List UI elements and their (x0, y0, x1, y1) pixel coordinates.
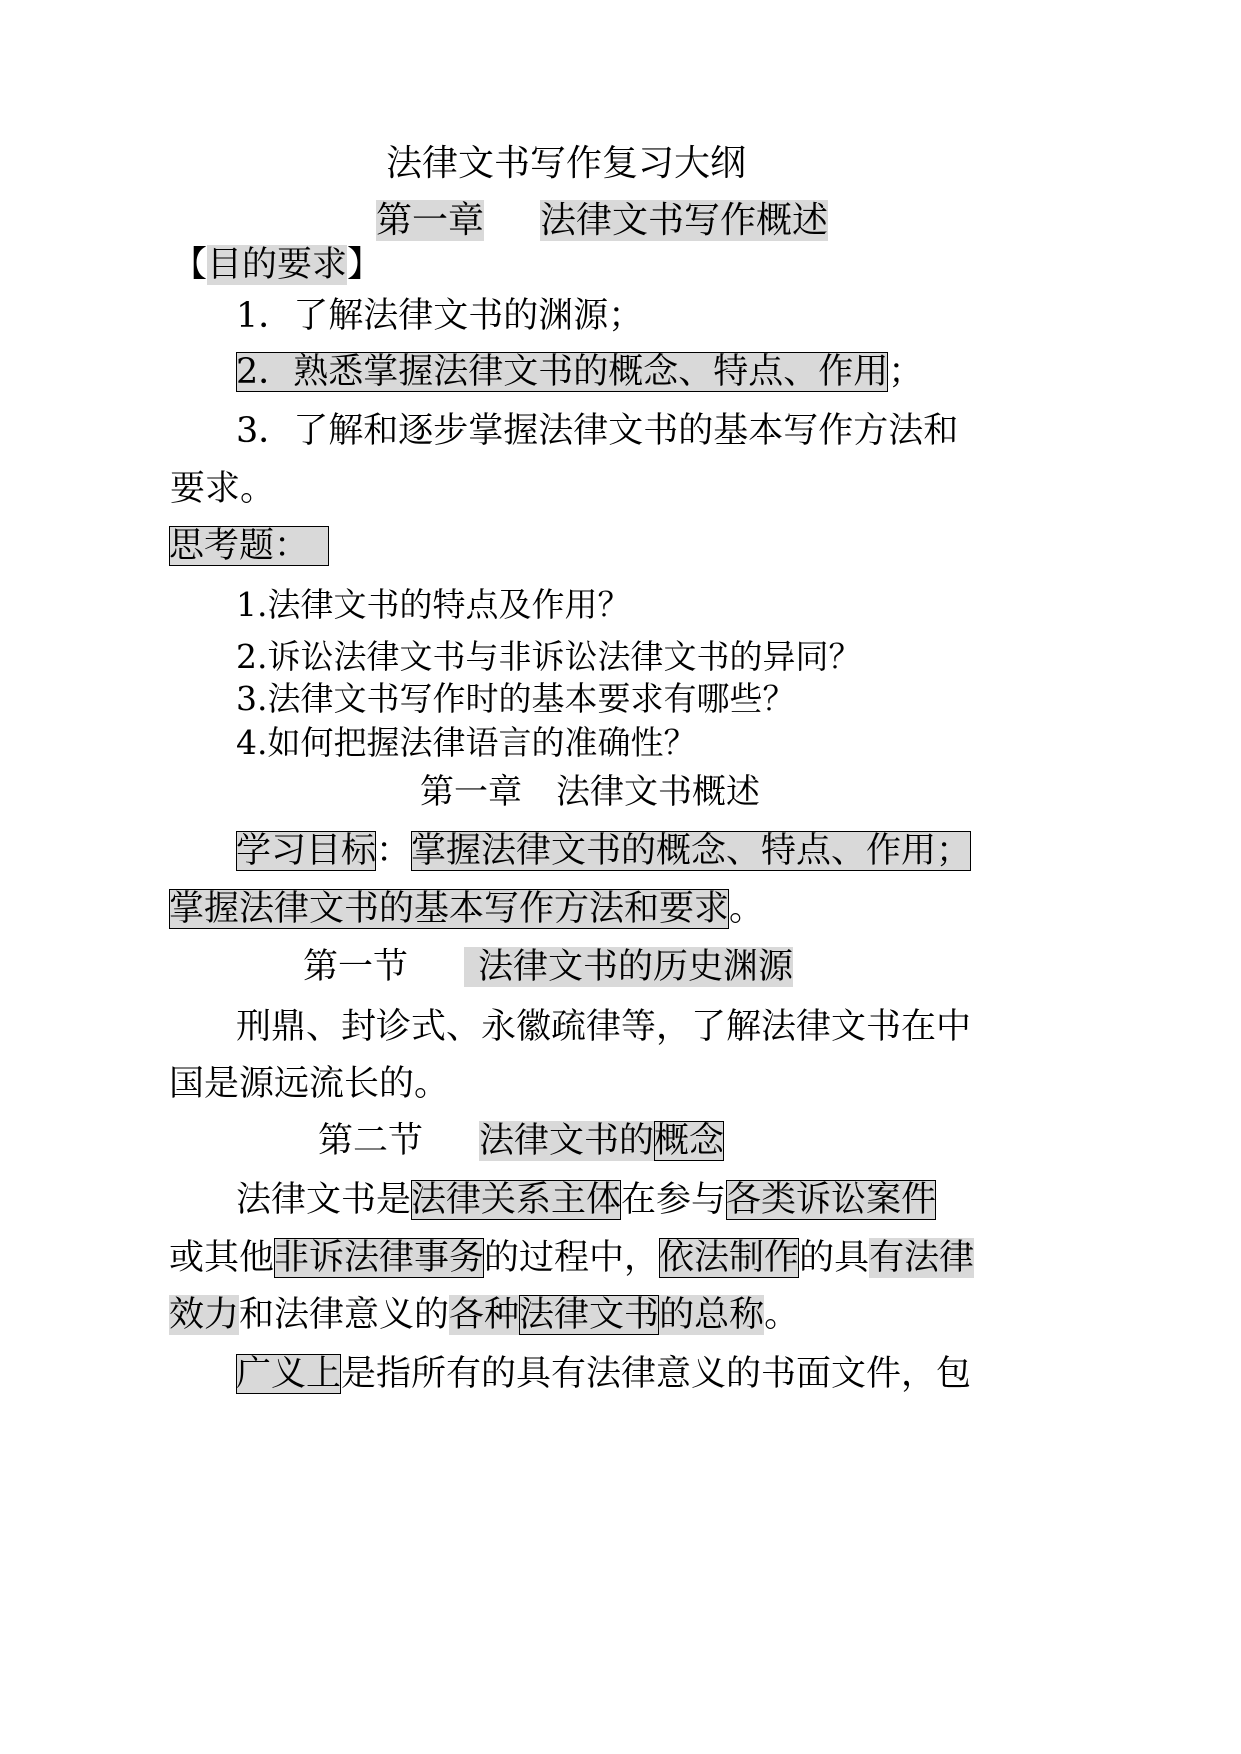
question-2: 2.诉讼法律文书与非诉讼法律文书的异同？ (236, 637, 862, 676)
section-1-number: 第一节 (303, 947, 409, 987)
objective-text-2: 掌握法律文书的基本写作方法和要求 (169, 889, 730, 929)
definition-term: 有法律 (869, 1238, 975, 1278)
chapter-2-name: 法律文书概述 (556, 772, 760, 812)
chapter-heading (376, 200, 828, 241)
questions-heading-text: 思考题： (169, 526, 329, 566)
definition-text: 法律文书是 (236, 1180, 412, 1220)
definition-term: 效力 (169, 1295, 240, 1335)
chapter-number: 第一章 (376, 200, 485, 241)
objective-line-1 (236, 831, 971, 871)
section-2-number: 第二节 (318, 1121, 424, 1161)
chapter-name: 法律文书写作概述 (540, 200, 829, 241)
goal-item-1: 1．了解法律文书的渊源； (236, 296, 644, 336)
objective-colon: ： (376, 831, 412, 871)
broad-definition-line (236, 1354, 971, 1394)
definition-term: 法律文书 (519, 1295, 660, 1335)
definition-line-2 (169, 1238, 974, 1278)
definition-term: 依法制作 (659, 1238, 800, 1278)
definition-term: 各类诉讼案件 (726, 1180, 937, 1220)
definition-text: 的具 (799, 1238, 870, 1278)
definition-text: 和法律意义的 (239, 1295, 450, 1335)
section-2-heading (318, 1121, 724, 1161)
goal-item-2-text: 2．熟悉掌握法律文书的概念、特点、作用 (236, 352, 889, 392)
objective-line-2 (169, 889, 764, 929)
question-1: 1.法律文书的特点及作用？ (236, 585, 631, 624)
document-title: 法律文书写作复习大纲 (386, 143, 747, 184)
broad-text: 是指所有的具有法律意义的书面文件，包 (341, 1354, 972, 1394)
definition-text: 在参与 (621, 1180, 727, 1220)
objective-end: 。 (729, 889, 765, 929)
questions-heading (169, 526, 329, 566)
definition-term: 各种 (449, 1295, 520, 1335)
question-3: 3.法律文书写作时的基本要求有哪些？ (236, 679, 796, 718)
section-1-text-line-2: 国是源远流长的。 (169, 1064, 450, 1104)
objective-label: 学习目标 (236, 831, 377, 871)
section-1-name: 法律文书的历史渊源 (464, 947, 793, 987)
goals-heading (172, 245, 382, 285)
goals-bracket-close: 】 (347, 245, 383, 285)
goals-heading-text: 目的要求 (207, 245, 348, 285)
goal-item-2-tail: ； (888, 352, 924, 392)
definition-text: 或其他 (169, 1238, 275, 1278)
broad-term: 广义上 (236, 1354, 342, 1394)
definition-line-3 (169, 1295, 799, 1335)
section-2-term: 概念 (654, 1121, 725, 1161)
definition-term: 法律关系主体 (411, 1180, 622, 1220)
question-4: 4.如何把握法律语言的准确性？ (236, 723, 697, 762)
chapter-heading-2 (420, 773, 760, 812)
section-1-text-line-1: 刑鼎、封诊式、永徽疏律等，了解法律文书在中 (236, 1007, 972, 1047)
definition-term: 非诉法律事务 (274, 1238, 485, 1278)
goals-bracket-open: 【 (172, 245, 208, 285)
section-2-name: 法律文书的 (479, 1121, 655, 1161)
definition-text: 。 (764, 1295, 800, 1335)
goal-item-3: 3．了解和逐步掌握法律文书的基本写作方法和 (236, 411, 959, 451)
definition-line-1 (236, 1180, 936, 1220)
goal-item-3-continuation: 要求。 (170, 469, 276, 509)
section-1-heading (303, 947, 793, 987)
chapter-2-number: 第一章 (420, 772, 522, 812)
definition-term: 的总称 (659, 1295, 765, 1335)
objective-text-1: 掌握法律文书的概念、特点、作用； (411, 831, 972, 871)
goal-item-2 (236, 352, 923, 392)
definition-text: 的过程中， (484, 1238, 660, 1278)
